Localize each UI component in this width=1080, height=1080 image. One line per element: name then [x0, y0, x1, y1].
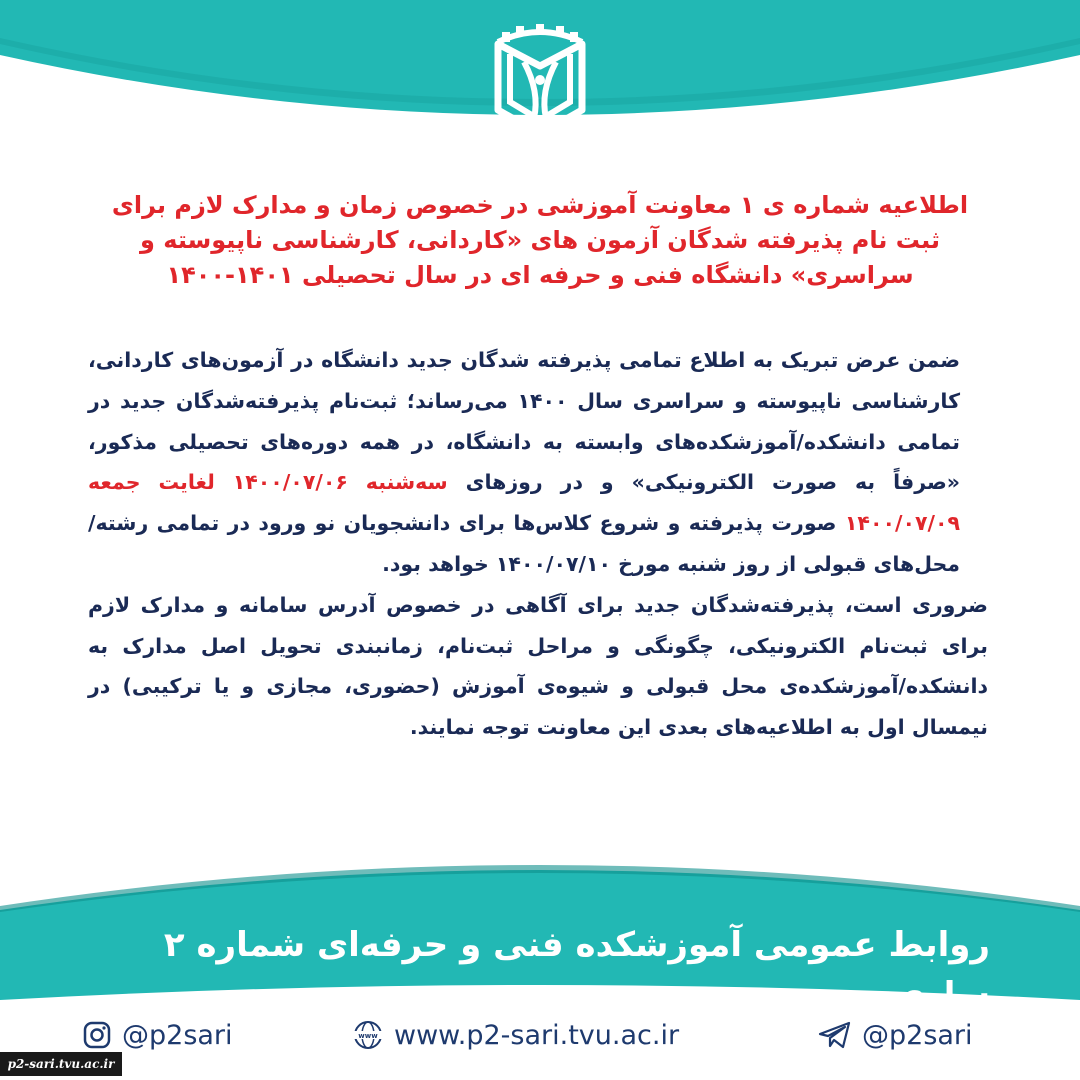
- telegram-icon: [818, 1020, 852, 1050]
- instagram-label: @p2sari: [122, 1019, 233, 1051]
- instagram-handle[interactable]: [82, 1015, 233, 1055]
- watermark: p2-sari.tvu.ac.ir: [0, 1052, 122, 1076]
- body-paragraph-1-text-a: ضمن عرض تبریک به اطلاع تمامی پذیرفته شدگان جدید دانشگاه در آزمون‌های کاردانی، کارشناسی ناپیوسته و سراسری سال ۱۴۰۰ می‌رساند؛ ثبت‌نام پذیرفته‌شدگان جدید در تمامی دانشکده/آموزشکده‌های وابسته به دانشگاه، در همه دوره‌های تحصیلی مذکور، «صرفاً به صورت الکترونیکی» و در روزهای: [88, 348, 960, 495]
- telegram-label: @p2sari: [862, 1019, 973, 1051]
- title-line-3: سراسری» دانشگاه فنی و حرفه ای در سال تحصیلی ۱۴۰۱-۱۴۰۰: [166, 261, 914, 289]
- telegram-handle[interactable]: [818, 1015, 973, 1055]
- logo: [490, 22, 590, 142]
- body-paragraph-2: ضروری است، پذیرفته‌شدگان جدید برای آگاهی در خصوص آدرس سامانه و مدارک لازم برای ثبت‌نام الکترونیکی، چگونگی و مراحل ثبت‌نام، زمانبندی تحویل اصل مدارک به دانشکده/آموزشکده‌ی محل قبولی و شیوه‌ی آموزش (حضوری، مجازی و یا ترکیبی) در نیمسال اول به اطلاعیه‌های بعدی این معاونت توجه نمایند.: [88, 592, 988, 740]
- website-link[interactable]: [352, 1015, 679, 1055]
- footer-title: روابط عمومی آموزشکده فنی و حرفه‌ای شماره ۲ ساری: [163, 925, 990, 1015]
- tvu-logo-icon: [490, 22, 590, 142]
- svg-text:www: www: [358, 1032, 378, 1040]
- www-globe-icon: [352, 1019, 384, 1051]
- announcement-title: [95, 188, 985, 293]
- instagram-icon: [82, 1020, 112, 1050]
- body-paragraph-1: [88, 340, 988, 585]
- body-paragraph-1-text-b: صورت پذیرفته و شروع کلاس‌ها برای دانشجویان نو ورود در تمامی رشته/محل‌های قبولی از روز شنبه مورخ ۱۴۰۰/۰۷/۱۰ خواهد بود.: [88, 511, 960, 576]
- registration-dates-highlight: سه‌شنبه ۱۴۰۰/۰۷/۰۶ لغایت جمعه ۱۴۰۰/۰۷/۰۹: [88, 470, 960, 536]
- title-line-1: اطلاعیه شماره ی ۱ معاونت آموزشی در خصوص زمان و مدارک لازم برای: [111, 191, 969, 219]
- announcement-body: [88, 340, 988, 748]
- title-line-2: ثبت نام پذیرفته شدگان آزمون های «کاردانی، کارشناسی ناپیوسته و: [140, 226, 940, 254]
- website-label: www.p2-sari.tvu.ac.ir: [394, 1019, 680, 1051]
